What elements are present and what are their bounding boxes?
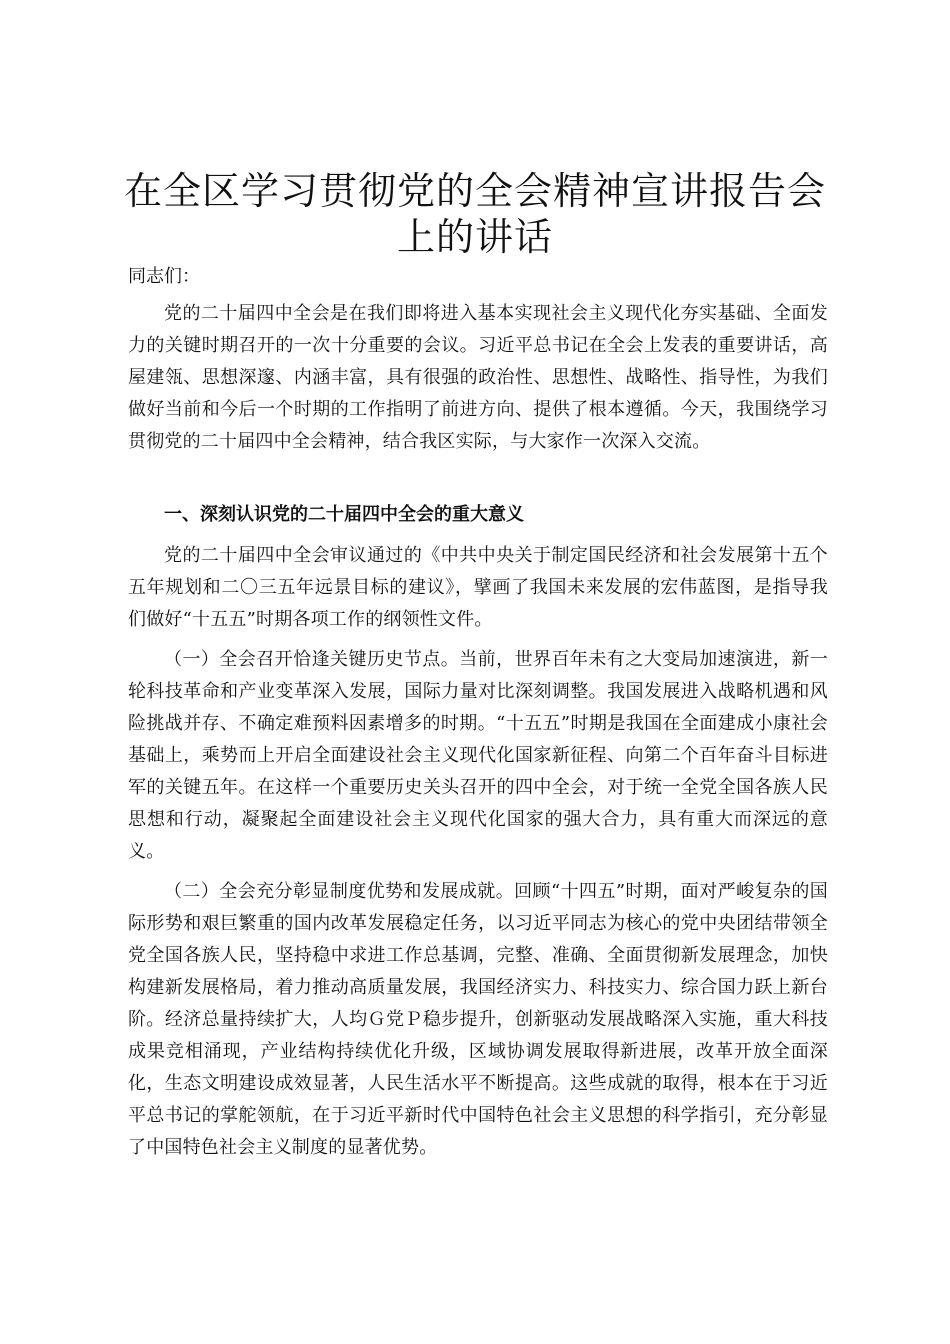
salutation: 同志们： [128, 266, 200, 287]
document-title: 在全区学习贯彻党的全会精神宣讲报告会上的讲话 [123, 169, 826, 259]
paragraph-proposal: 党的二十届四中全会审议通过的《中共中央关于制定国民经济和社会发展第十五个五年规划和二〇三五年远景目标的建议》，擘画了我国未来发展的宏伟蓝图，是指导我们做好“十五五”时期各项工作的纲领性文件。 [128, 545, 828, 630]
paragraph-point-two: （二）全会充分彰显制度优势和发展成就。回顾“十四五”时期，面对严峻复杂的国际形势和艰巨繁重的国内改革发展稳定任务，以习近平同志为核心的党中央团结带领全党全国各族人民，坚持稳中求进工作总基调，完整、准确、全面贯彻新发展理念，加快构建新发展格局，着力推动高质量发展，我国经济实力、科技实力、综合国力跃上新台阶。经济总量持续扩大，人均Ｇ党Ｐ稳步提升，创新驱动发展战略深入实施，重大科技成果竞相涌现，产业结构持续优化升级，区域协调发展取得新进展，改革开放全面深化，生态文明建设成效显著，人民生活水平不断提高。这些成就的取得，根本在于习近平总书记的掌舵领航，在于习近平新时代中国特色社会主义思想的科学指引，充分彰显了中国特色社会主义制度的显著优势。 [128, 881, 828, 1158]
paragraph-point-one: （一）全会召开恰逢关键历史节点。当前，世界百年未有之大变局加速演进，新一轮科技革命和产业变革深入发展，国际力量对比深刻调整。我国发展进入战略机遇和风险挑战并存、不确定难预料因素增多的时期。“十五五”时期是我国在全面建成小康社会基础上，乘势而上开启全面建设社会主义现代化国家新征程、向第二个百年奋斗目标进军的关键五年。在这样一个重要历史关头召开的四中全会，对于统一全党全国各族人民思想和行动，凝聚起全面建设社会主义现代化国家的强大合力，具有重大而深远的意义。 [128, 649, 828, 862]
paragraph-intro: 党的二十届四中全会是在我们即将进入基本实现社会主义现代化夯实基础、全面发力的关键时期召开的一次十分重要的会议。习近平总书记在全会上发表的重要讲话，高屋建瓴、思想深邃、内涵丰富，具有很强的政治性、思想性、战略性、指导性，为我们做好当前和今后一个时期的工作指明了前进方向、提供了根本遵循。今天，我围绕学习贯彻党的二十届四中全会精神，结合我区实际，与大家作一次深入交流。 [128, 303, 828, 452]
section-heading: 一、深刻认识党的二十届四中全会的重大意义 [164, 504, 524, 525]
